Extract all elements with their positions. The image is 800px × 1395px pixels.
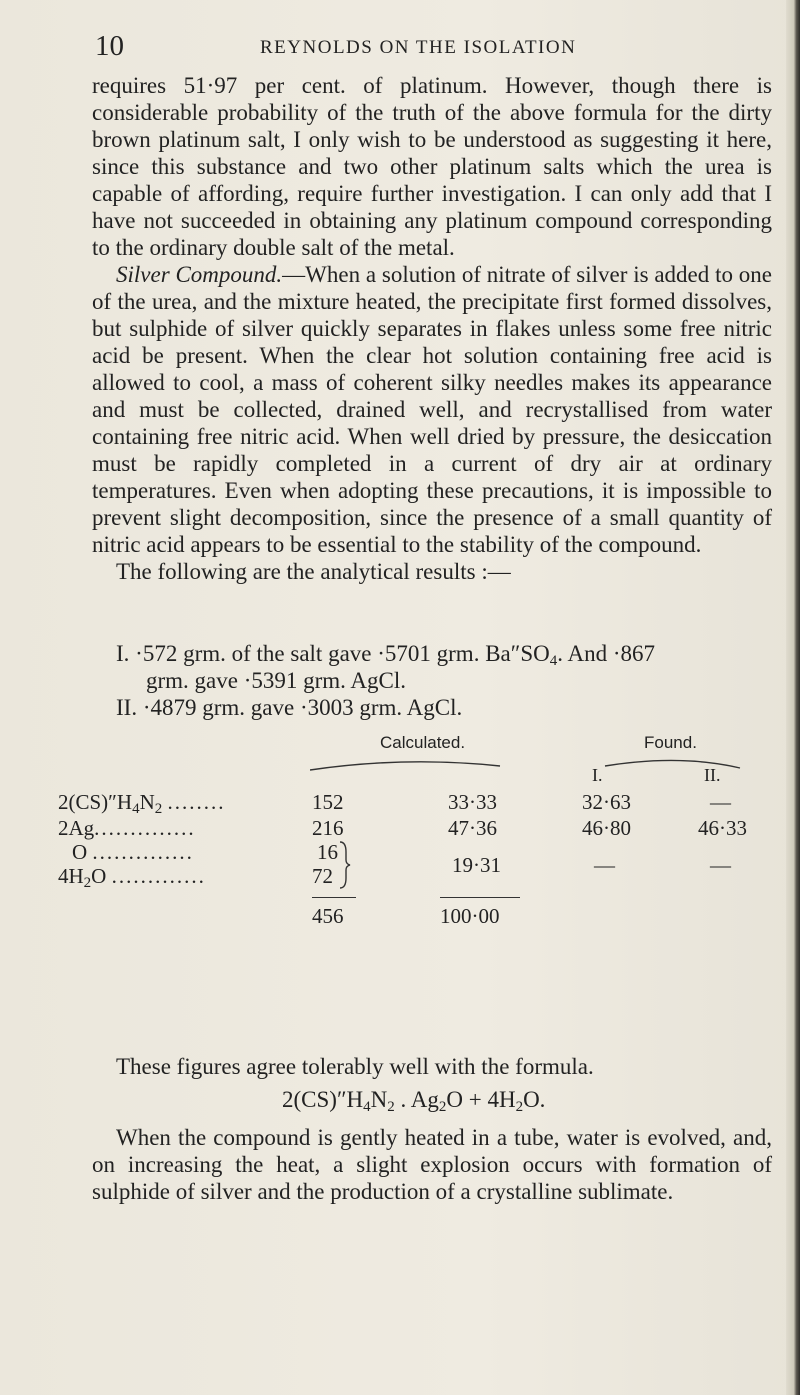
row3-found2: —	[710, 853, 731, 877]
row1-found1: 32·63	[582, 790, 631, 814]
analytical-results	[116, 640, 766, 721]
table-braces	[310, 758, 750, 772]
paragraph-results-intro: The following are the analytical results :—	[116, 559, 511, 584]
calculated-header: Calculated.	[380, 733, 466, 752]
found-header: Found.	[644, 733, 697, 752]
paragraph-platinum: requires 51·97 per cent. of platinum. However, though there is considerable probability of the truth of the above formula for the dirty brown platinum salt, I only wish to be understood as suggesting it here, since this substance and two other platinum salts which the urea is capable of affording, require further investigation. I can only add that I have not succeeded in obtaining any platinum compound corresponding to the ordinary double salt of the metal.	[92, 73, 772, 260]
row1-calc2: 33·33	[448, 790, 497, 814]
agreement-sentence: These figures agree tolerably well with the formula.	[116, 1054, 594, 1079]
result-one-cont: grm. gave ·5391 grm. AgCl.	[146, 668, 406, 693]
found-col-2: II.	[704, 765, 721, 785]
result-one: I. ·572 grm. of the salt gave ·5701 grm. $Ba''SO_4$. And ·867	[116, 641, 655, 669]
found-col-1: I.	[592, 765, 603, 785]
total-rule-1	[312, 897, 356, 898]
row2-calc1: 216	[312, 816, 344, 840]
row2-calc2: 47·36	[448, 816, 497, 840]
total-2: 100·00	[440, 904, 500, 928]
final-formula: $2(CS)''H_4N_2$ . $Ag_2O + 4H_2O$.	[282, 1087, 546, 1115]
row-brace	[338, 840, 352, 890]
running-title: REYNOLDS ON THE ISOLATION	[260, 37, 577, 58]
row1-found2: —	[710, 790, 731, 814]
row-label-3: O ..............	[72, 840, 194, 864]
final-paragraph	[92, 1124, 772, 1205]
row-label-1: $2(CS)''H_4N_2$ ........	[58, 790, 226, 817]
body-text	[92, 72, 772, 585]
row2-found1: 46·80	[582, 816, 631, 840]
row4-calc1: 72	[312, 864, 333, 888]
page-number: 10	[95, 30, 124, 62]
result-two: II. ·4879 grm. gave ·3003 grm. AgCl.	[116, 695, 463, 720]
agreement-text	[92, 1053, 772, 1080]
total-1: 456	[312, 904, 344, 928]
total-rule-2	[440, 897, 520, 898]
page-header	[0, 30, 790, 70]
row3-calc2: 19·31	[452, 853, 501, 877]
row1-calc1: 152	[312, 790, 344, 814]
section-heading: Silver Compound.	[116, 262, 283, 287]
row3-found1: —	[594, 853, 615, 877]
paragraph-silver-body: —When a solution of nitrate of silver is added to one of the urea, and the mixture heated, the precipitate first formed dissolves, but sulphide of silver quickly separates in flakes unless some free nitric acid be present. When the clear hot solution containing free acid is allowed to cool, a mass of coherent silky needles makes its appearance and must be collected, drained well, and recrystallised from water containing free nitric acid. When well dried by pressure, the desiccation must be rapidly completed in a current of dry air at ordinary temperatures. Even when adopting these precautions, it is impossible to prevent slight decomposition, since the presence of a small quantity of nitric acid appears to be essential to the stability of the compound.	[92, 262, 772, 557]
row2-found2: 46·33	[698, 816, 747, 840]
row3-calc1: 16	[317, 840, 338, 864]
row-label-2: 2Ag..............	[58, 816, 196, 840]
paragraph-silver-compound	[92, 261, 772, 558]
row-label-4: $4H_2O$ .............	[58, 864, 206, 891]
heating-paragraph: When the compound is gently heated in a tube, water is evolved, and, on increasing the heat, a slight explosion occurs with formation of sulphide of silver and the production of a crystalline sublimate.	[92, 1125, 772, 1204]
page-edge-shadow	[786, 0, 800, 1395]
